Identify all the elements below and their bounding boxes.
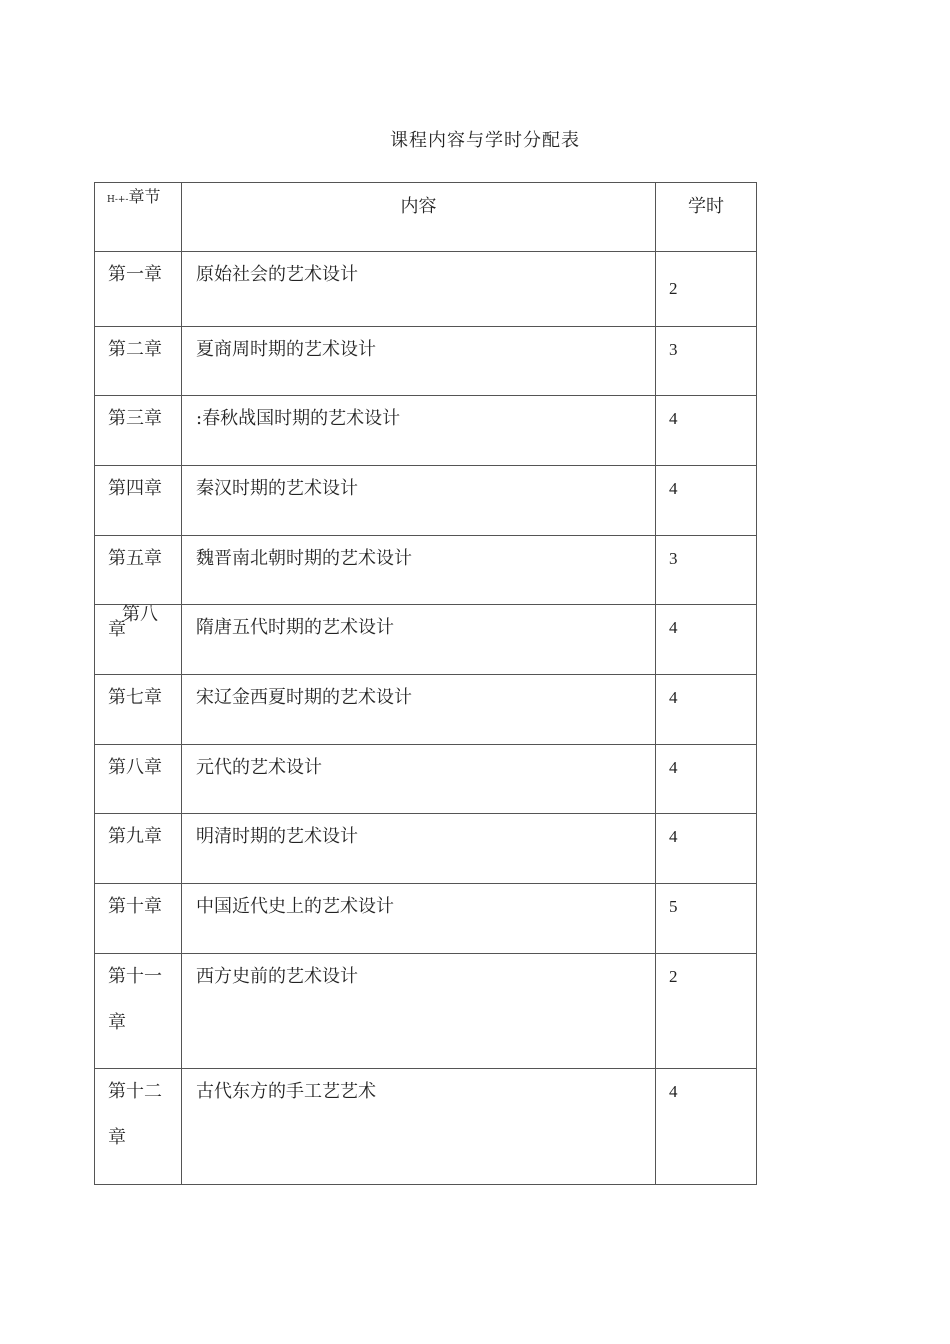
content-cell: 中国近代史上的艺术设计 [182,884,656,954]
header-content: 内容 [182,183,656,252]
hours-cell: 4 [656,396,757,466]
table-row [95,252,757,327]
chapter-cell [95,605,182,675]
chapter-cell-line-2: 章 [108,1127,126,1148]
chapter-cell: 第一章 [95,252,182,327]
chapter-cell: 第九章 [95,814,182,884]
page-title: 课程内容与学时分配表 [390,130,580,151]
header-chapter-label: 章节 [128,187,161,206]
chapter-cell-part-b: 章 [108,619,126,640]
chapter-cell: 第七章 [95,675,182,745]
chapter-cell [95,1069,182,1185]
schedule-table [94,182,757,1185]
content-cell: 元代的艺术设计 [182,745,656,814]
hours-cell: 4 [656,675,757,745]
chapter-cell [95,954,182,1069]
table-row [95,396,757,466]
table-row [95,954,757,1069]
chapter-cell-line-1: 第十一 [108,966,162,987]
content-cell: :春秋战国时期的艺术设计 [182,396,656,466]
table-row [95,884,757,954]
table-row [95,466,757,536]
content-cell: 宋辽金西夏时期的艺术设计 [182,675,656,745]
table-row [95,814,757,884]
content-cell: 隋唐五代时期的艺术设计 [182,605,656,675]
content-cell: 西方史前的艺术设计 [182,954,656,1069]
chapter-cell: 第四章 [95,466,182,536]
header-chapter [95,183,182,252]
header-chapter-prefix: H-+- [107,195,129,205]
table-header-row [95,183,757,252]
table-row [95,536,757,605]
table-row [95,605,757,675]
content-cell: 秦汉时期的艺术设计 [182,466,656,536]
hours-cell: 5 [656,884,757,954]
content-cell: 魏晋南北朝时期的艺术设计 [182,536,656,605]
hours-cell: 3 [656,536,757,605]
chapter-cell-line-2: 章 [108,1012,126,1033]
table-row [95,1069,757,1185]
hours-cell: 4 [656,1069,757,1185]
chapter-cell-part-a: 第八 [122,604,158,625]
chapter-cell: 第五章 [95,536,182,605]
chapter-cell-line-1: 第十二 [108,1081,162,1102]
content-cell: 古代东方的手工艺艺术 [182,1069,656,1185]
hours-cell: 4 [656,814,757,884]
chapter-cell: 第八章 [95,745,182,814]
chapter-cell: 第二章 [95,327,182,396]
table-row [95,675,757,745]
hours-cell: 4 [656,745,757,814]
hours-cell: 4 [656,605,757,675]
chapter-cell: 第十章 [95,884,182,954]
table-row [95,327,757,396]
hours-cell: 3 [656,327,757,396]
chapter-cell: 第三章 [95,396,182,466]
content-cell: 原始社会的艺术设计 [182,252,656,327]
hours-cell: 2 [656,252,757,327]
content-cell: 明清时期的艺术设计 [182,814,656,884]
header-hours: 学时 [656,183,757,252]
hours-cell: 4 [656,466,757,536]
hours-cell: 2 [656,954,757,1069]
table-row [95,745,757,814]
content-cell: 夏商周时期的艺术设计 [182,327,656,396]
